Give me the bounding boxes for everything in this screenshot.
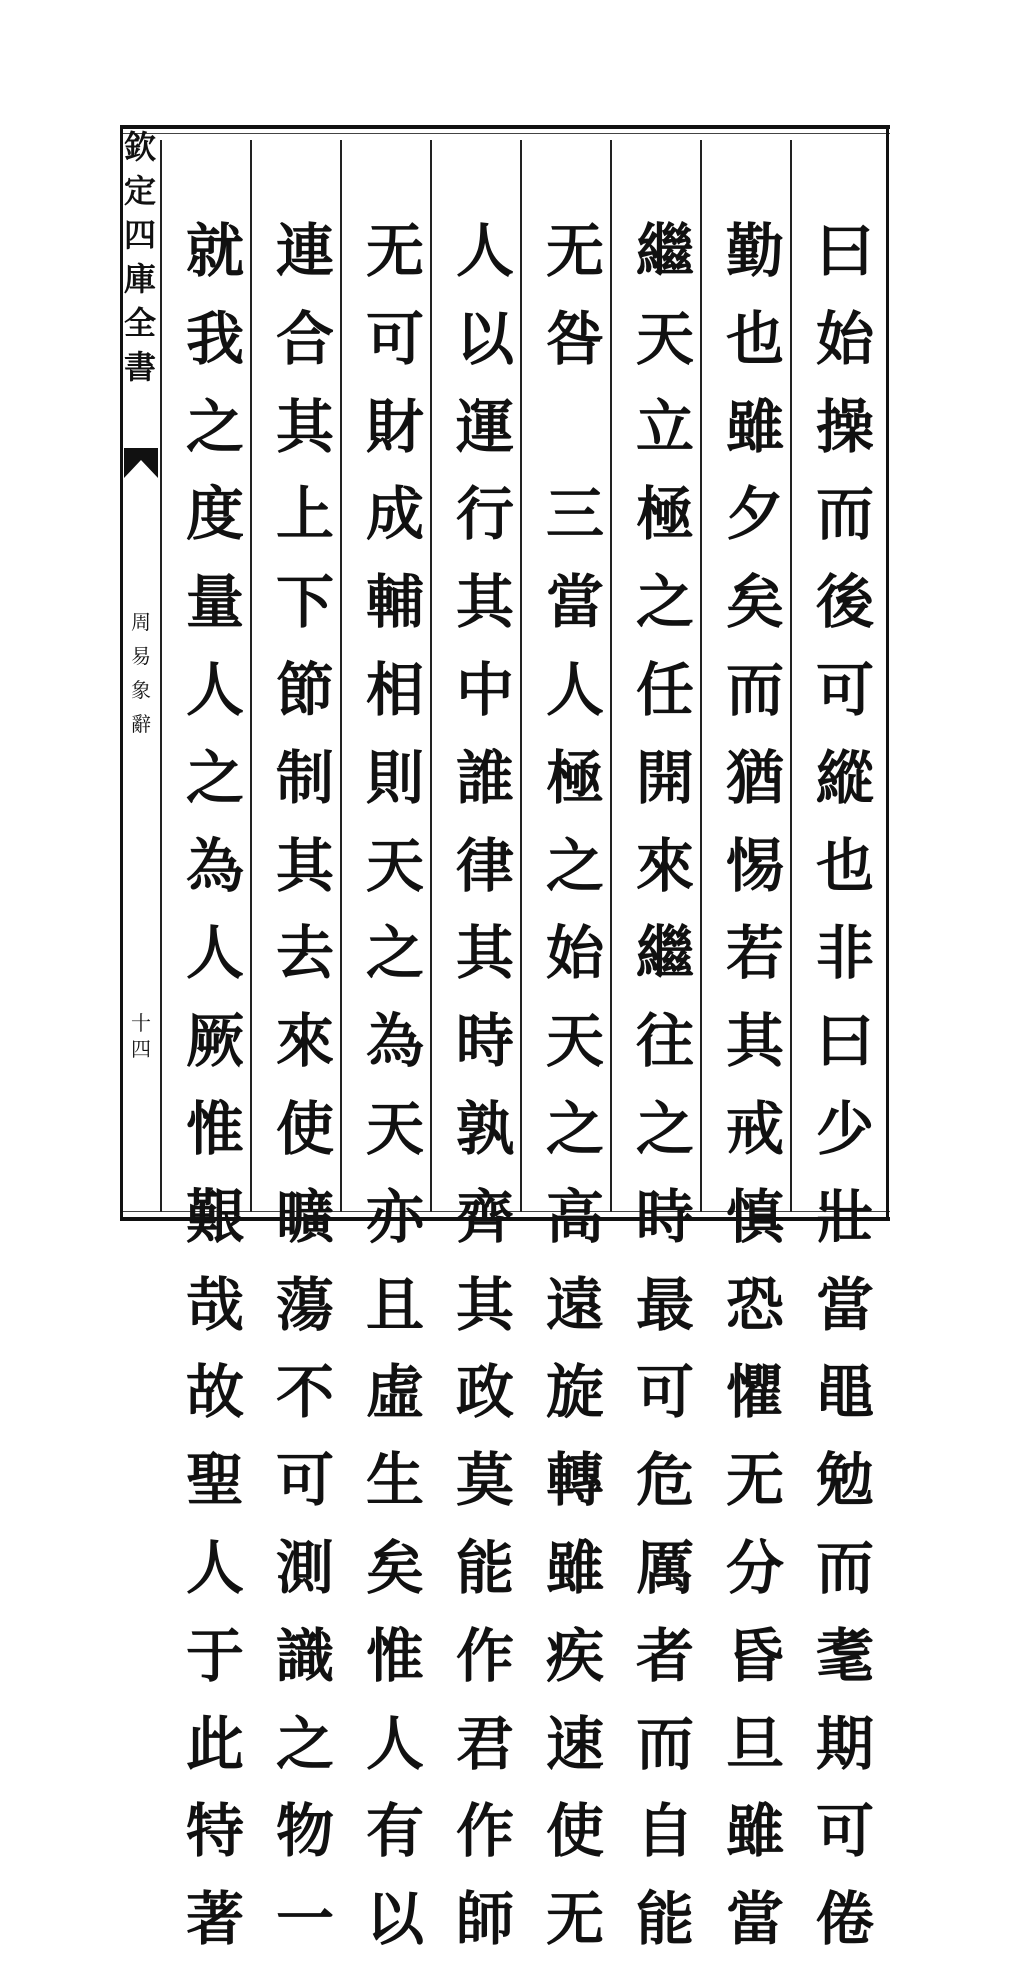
spine-char: 易	[131, 644, 151, 668]
text-char: 若	[725, 919, 784, 988]
text-char: 无	[725, 1446, 784, 1515]
text-char: 疾	[545, 1621, 604, 1690]
text-char: 矣	[725, 568, 784, 637]
text-char: 行	[455, 480, 514, 549]
text-char: 其	[275, 392, 334, 461]
text-char: 聖	[185, 1446, 244, 1515]
text-char: 使	[275, 1094, 334, 1163]
text-char: 特	[185, 1797, 244, 1866]
text-char: 且	[365, 1270, 424, 1339]
text-char: 來	[275, 1007, 334, 1076]
text-char: 齊	[455, 1182, 514, 1251]
text-char: 其	[455, 1270, 514, 1339]
spine-char: 定	[123, 172, 156, 210]
text-char: 无	[545, 1885, 604, 1954]
text-char: 時	[455, 1007, 514, 1076]
text-char: 時	[635, 1182, 694, 1251]
text-char: 繼	[635, 919, 694, 988]
text-char: 作	[455, 1621, 514, 1690]
text-char: 政	[455, 1358, 514, 1427]
text-char: 此	[185, 1709, 244, 1778]
text-char: 使	[545, 1797, 604, 1866]
text-char: 可	[275, 1446, 334, 1515]
text-char: 極	[635, 480, 694, 549]
text-char: 誰	[455, 743, 514, 812]
text-char: 者	[635, 1621, 694, 1690]
text-char: 著	[185, 1885, 244, 1954]
text-char: 勉	[815, 1446, 874, 1515]
text-char: 天	[365, 831, 424, 900]
text-char: 連	[275, 217, 334, 285]
text-char: 物	[275, 1797, 334, 1866]
text-column	[173, 208, 257, 1964]
spine-char: 書	[123, 348, 156, 386]
text-char: 當	[545, 568, 604, 637]
text-char: 无	[365, 217, 424, 285]
text-char: 昏	[725, 1621, 784, 1690]
text-char: 極	[545, 743, 604, 812]
text-char: 以	[365, 1885, 424, 1954]
text-char: 哉	[185, 1270, 244, 1339]
text-char: 財	[365, 392, 424, 461]
spine-char: 周	[131, 610, 151, 634]
text-char: 中	[455, 655, 514, 724]
text-char: 之	[545, 831, 604, 900]
text-char: 雖	[725, 1797, 784, 1866]
text-char: 相	[365, 655, 424, 724]
text-char: 虛	[365, 1358, 424, 1427]
spine-char: 四	[123, 216, 156, 254]
text-char: 三	[545, 480, 604, 549]
text-column	[533, 208, 617, 1964]
text-char: 遠	[545, 1270, 604, 1339]
text-char: 而	[815, 1533, 874, 1602]
spine-char: 庫	[123, 260, 156, 298]
spine-char: 欽	[123, 128, 156, 166]
text-char: 其	[725, 1007, 784, 1076]
text-column	[713, 208, 797, 1964]
text-char: 人	[185, 655, 244, 724]
text-column	[263, 208, 347, 1964]
text-char: 而	[815, 480, 874, 549]
text-char: 惟	[185, 1094, 244, 1163]
text-char: 節	[275, 655, 334, 724]
text-char: 旋	[545, 1358, 604, 1427]
text-char: 速	[545, 1709, 604, 1778]
text-char: 其	[455, 568, 514, 637]
text-char: 少	[815, 1094, 874, 1163]
text-char: 為	[365, 1007, 424, 1076]
spine-char: 象	[131, 678, 151, 702]
text-char: 慎	[725, 1182, 784, 1251]
text-char: 立	[635, 392, 694, 461]
text-char: 輔	[365, 568, 424, 637]
spine-char: 辭	[131, 712, 151, 736]
text-char: 其	[455, 919, 514, 988]
text-char: 莫	[455, 1446, 514, 1515]
column-rule	[160, 140, 162, 1212]
text-char: 去	[275, 919, 334, 988]
text-char: 戒	[725, 1094, 784, 1163]
text-char: 始	[545, 919, 604, 988]
text-char: 厲	[635, 1533, 694, 1602]
text-column	[353, 208, 437, 1964]
text-char: 黽	[815, 1358, 874, 1427]
text-char: 縱	[815, 743, 874, 812]
text-char: 量	[185, 568, 244, 637]
text-char: 下	[275, 568, 334, 637]
text-char: 不	[275, 1358, 334, 1427]
text-char: 制	[275, 743, 334, 812]
text-char: 轉	[545, 1446, 604, 1515]
text-char: 為	[185, 831, 244, 900]
text-char: 之	[185, 392, 244, 461]
text-char: 測	[275, 1533, 334, 1602]
text-char: 于	[185, 1621, 244, 1690]
text-char: 度	[185, 480, 244, 549]
text-char: 勤	[725, 217, 784, 285]
text-char: 而	[635, 1709, 694, 1778]
text-char: 君	[455, 1709, 514, 1778]
text-char: 曰	[815, 1007, 874, 1076]
text-char: 能	[635, 1885, 694, 1954]
text-char: 故	[185, 1358, 244, 1427]
text-char: 猶	[725, 743, 784, 812]
text-char: 雖	[545, 1533, 604, 1602]
text-char: 矣	[365, 1533, 424, 1602]
text-char: 繼	[635, 217, 694, 285]
text-char: 天	[635, 304, 694, 373]
text-char: 成	[365, 480, 424, 549]
text-char: 也	[815, 831, 874, 900]
text-char: 期	[815, 1709, 874, 1778]
text-char: 律	[455, 831, 514, 900]
text-char: 則	[365, 743, 424, 812]
text-char: 最	[635, 1270, 694, 1339]
text-column	[443, 208, 527, 1964]
text-char: 高	[545, 1182, 604, 1251]
text-char: 運	[455, 392, 514, 461]
text-char: 有	[365, 1797, 424, 1866]
text-char: 之	[185, 743, 244, 812]
text-char: 人	[545, 655, 604, 724]
text-char: 其	[275, 831, 334, 900]
text-char: 人	[185, 1533, 244, 1602]
text-char: 識	[275, 1621, 334, 1690]
text-char: 自	[635, 1797, 694, 1866]
text-char: 可	[365, 304, 424, 373]
spine-char: 十	[131, 1011, 151, 1035]
spine-char: 四	[131, 1037, 151, 1061]
frame-top-border	[120, 125, 890, 129]
text-char: 夕	[725, 480, 784, 549]
text-char: 雖	[725, 392, 784, 461]
text-char: 曰	[815, 217, 874, 285]
text-char: 懼	[725, 1358, 784, 1427]
text-char: 操	[815, 392, 874, 461]
text-char: 亦	[365, 1182, 424, 1251]
text-char: 无	[545, 217, 604, 285]
spine-book-title	[124, 605, 158, 741]
text-char: 之	[545, 1094, 604, 1163]
text-char: 惟	[365, 1621, 424, 1690]
text-char	[533, 384, 617, 472]
spine-char: 全	[123, 304, 156, 342]
spine-title	[122, 125, 158, 389]
text-char: 厥	[185, 1007, 244, 1076]
text-char: 天	[545, 1007, 604, 1076]
text-char: 咎	[545, 304, 604, 373]
text-char: 危	[635, 1446, 694, 1515]
text-char: 就	[185, 217, 244, 285]
text-char: 生	[365, 1446, 424, 1515]
text-char: 壯	[815, 1182, 874, 1251]
frame-top-inner-border	[120, 133, 890, 134]
text-char: 始	[815, 304, 874, 373]
text-char: 惕	[725, 831, 784, 900]
text-char: 任	[635, 655, 694, 724]
text-char: 分	[725, 1533, 784, 1602]
text-char: 人	[455, 217, 514, 285]
text-char: 蕩	[275, 1270, 334, 1339]
text-char: 孰	[455, 1094, 514, 1163]
text-char: 當	[725, 1885, 784, 1954]
text-char: 也	[725, 304, 784, 373]
text-char: 合	[275, 304, 334, 373]
text-char: 倦	[815, 1885, 874, 1954]
text-char: 可	[635, 1358, 694, 1427]
text-char: 作	[455, 1797, 514, 1866]
text-char: 天	[365, 1094, 424, 1163]
text-char: 耄	[815, 1621, 874, 1690]
text-column	[803, 208, 887, 1964]
text-char: 曠	[275, 1182, 334, 1251]
text-char: 恐	[725, 1270, 784, 1339]
text-char: 旦	[725, 1709, 784, 1778]
text-char: 當	[815, 1270, 874, 1339]
text-char: 以	[455, 304, 514, 373]
text-char: 我	[185, 304, 244, 373]
text-char: 能	[455, 1533, 514, 1602]
text-char: 之	[275, 1709, 334, 1778]
text-char: 人	[185, 919, 244, 988]
text-char: 往	[635, 1007, 694, 1076]
text-char: 一	[275, 1885, 334, 1954]
text-char: 人	[365, 1709, 424, 1778]
text-column	[623, 208, 707, 1964]
text-char: 上	[275, 480, 334, 549]
text-char: 而	[725, 655, 784, 724]
text-char: 師	[455, 1885, 514, 1954]
text-char: 之	[635, 568, 694, 637]
spine-page-number	[124, 1010, 158, 1062]
text-char: 非	[815, 919, 874, 988]
text-char: 來	[635, 831, 694, 900]
text-char: 開	[635, 743, 694, 812]
text-char: 之	[365, 919, 424, 988]
text-char: 後	[815, 568, 874, 637]
text-char: 可	[815, 1797, 874, 1866]
text-char: 艱	[185, 1182, 244, 1251]
text-char: 之	[635, 1094, 694, 1163]
text-char: 可	[815, 655, 874, 724]
